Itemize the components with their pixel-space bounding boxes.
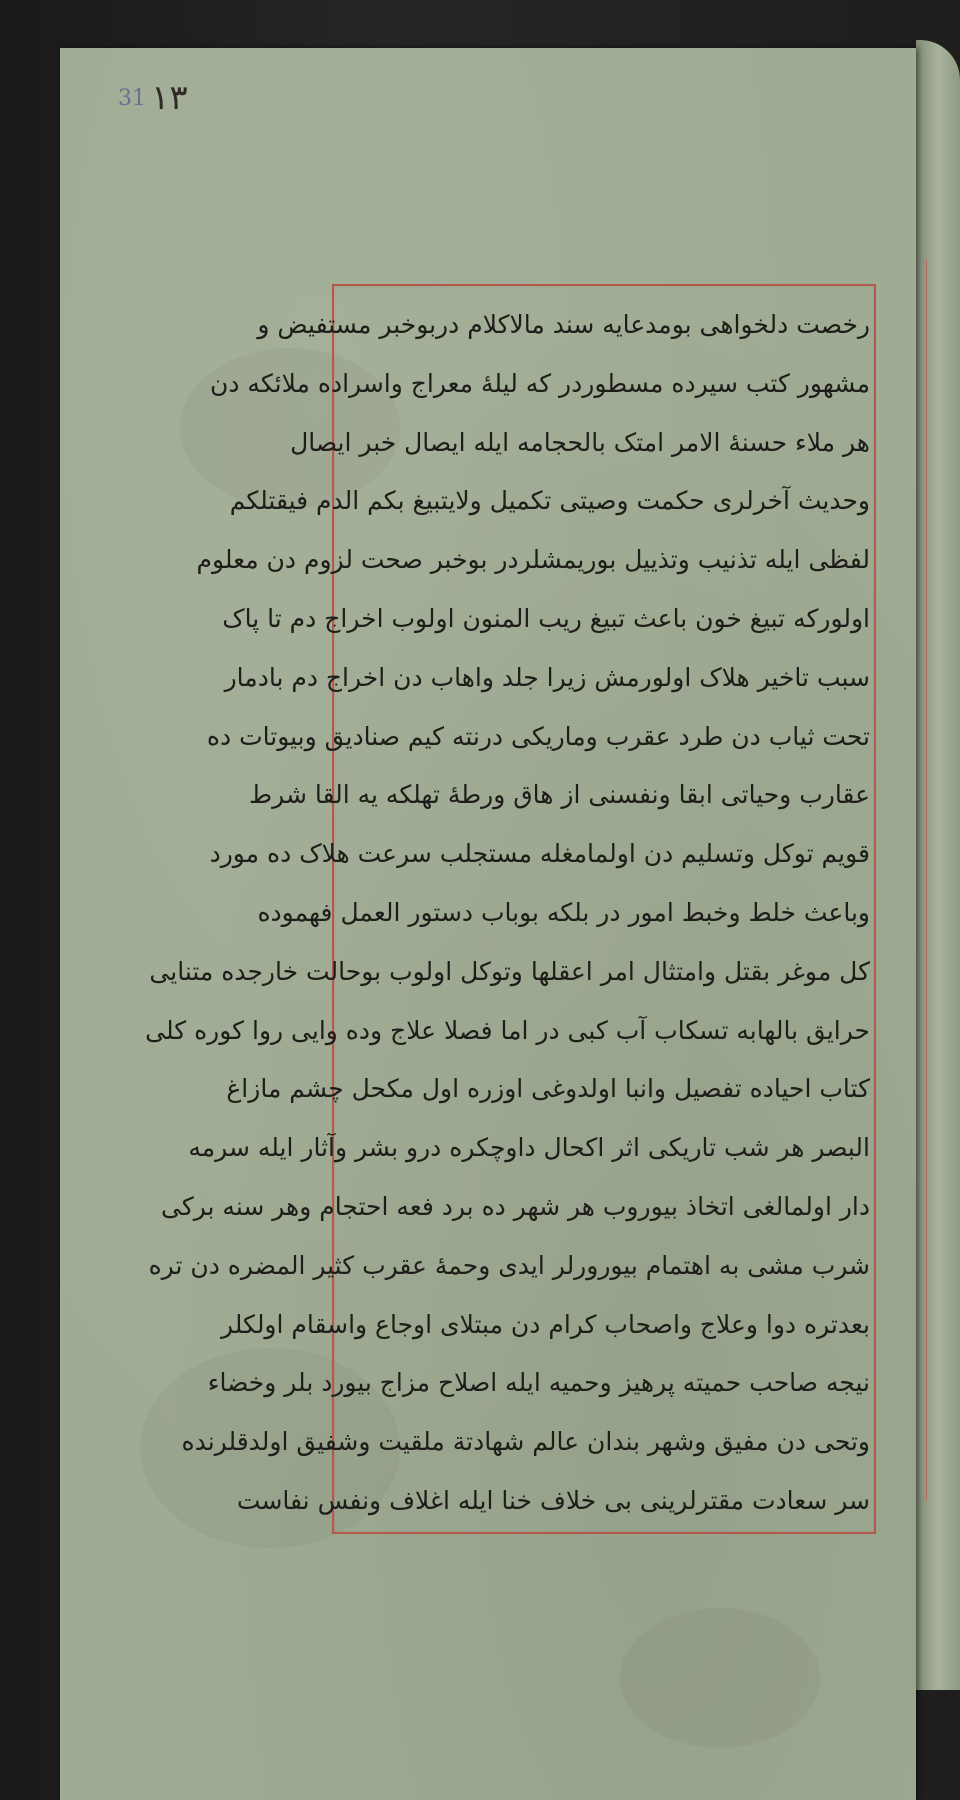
text-line: وباعث خلط وخبط امور در بلکه بوباب دستور العمل فهموده: [257, 897, 870, 927]
next-page-edge: [916, 40, 960, 1690]
text-line: شرب مشی به اهتمام بیورورلر ایدی وحمهٔ عقرب کثیر المضره دن تره: [148, 1250, 870, 1280]
text-line: رخصت دلخواهی بومدعایه سند مالاکلام دربوخبر مستفیض و: [257, 310, 870, 339]
text-line: هر ملاء حسنهٔ الامر امتک بالحجامه ایله ایصال خبر ایصال: [290, 427, 870, 457]
text-frame: [145, 284, 876, 1534]
text-line: کل موغر بقتل وامتثال امر اعقلها وتوکل اولوب بوحالت خارجده متنایی: [149, 956, 870, 986]
text-line: مشهور کتب سیرده مسطوردر که لیلهٔ معراج واسراده ملائکه دن: [209, 368, 870, 398]
next-page-frame-rule: [926, 260, 927, 1500]
text-line: لفظی ایله تذنیب وتذییل بوریمشلردر بوخبر صحت لزوم دن معلوم: [196, 545, 870, 575]
text-block: [145, 302, 870, 1524]
text-line: وحدیث آخرلری حکمت وصیتی تکمیل ولایتبیغ بکم الدم فیقتلکم: [229, 486, 870, 516]
text-line: تحت ثیاب دن طرد عقرب وماریکی درنته کیم صنادیق وبیوتات ده: [206, 721, 870, 751]
text-line: دار اولمالغی اتخاذ بیوروب هر شهر ده برد فعه احتجام وهر سنه برکی: [160, 1191, 870, 1221]
text-line: اولورکه تبیغ خون باعث تبیغ ریب المنون اولوب اخراج دم تا پاک: [222, 603, 870, 633]
folio-number: [104, 78, 188, 118]
text-line: وتحی دن مفیق وشهر بندان عالم شهادتة ملقیت وشفیق اولدقلرنده: [181, 1427, 870, 1457]
text-line: نیجه صاحب حمیته پرهیز وحمیه ایله اصلاح مزاج بیورد بلر وخضاء: [207, 1368, 870, 1398]
text-line: کتاب احیاده تفصیل وانبا اولدوغی اوزره اول مکحل چشم مازاغ: [226, 1074, 870, 1104]
text-line: قویم توکل وتسلیم دن اولمامغله مستجلب سرعت هلاک ده مورد: [209, 839, 870, 869]
text-line: سبب تاخیر هلاک اولورمش زیرا جلد واهاب دن اخراج دم بادمار: [224, 662, 870, 692]
text-line: بعدتره دوا وعلاج واصحاب کرام دن مبتلای اوجاع واسقام اولکلر: [220, 1309, 870, 1339]
text-line: عقارب وحیاتی ابقا ونفسنی از هاق ورطهٔ تهلکه یه القا شرط: [249, 780, 870, 810]
folio-number-arabic: ٣١: [151, 78, 188, 118]
paper-stain: [620, 1608, 820, 1748]
text-line: البصر هر شب تاریکی اثر اکحال داوچکره درو بشر وآثار ایله سرمه: [188, 1133, 870, 1163]
text-line: حرایق بالهابه تسکاب آب کبی در اما فصلا علاج وده وایی روا کوره کلی: [145, 1015, 870, 1045]
text-line: سر سعادت مقترلرینی بی خلاف خنا ایله اغلاف ونفس نفاست: [236, 1485, 870, 1515]
manuscript-page: [60, 48, 916, 1800]
folio-number-latin: 31: [118, 86, 146, 111]
